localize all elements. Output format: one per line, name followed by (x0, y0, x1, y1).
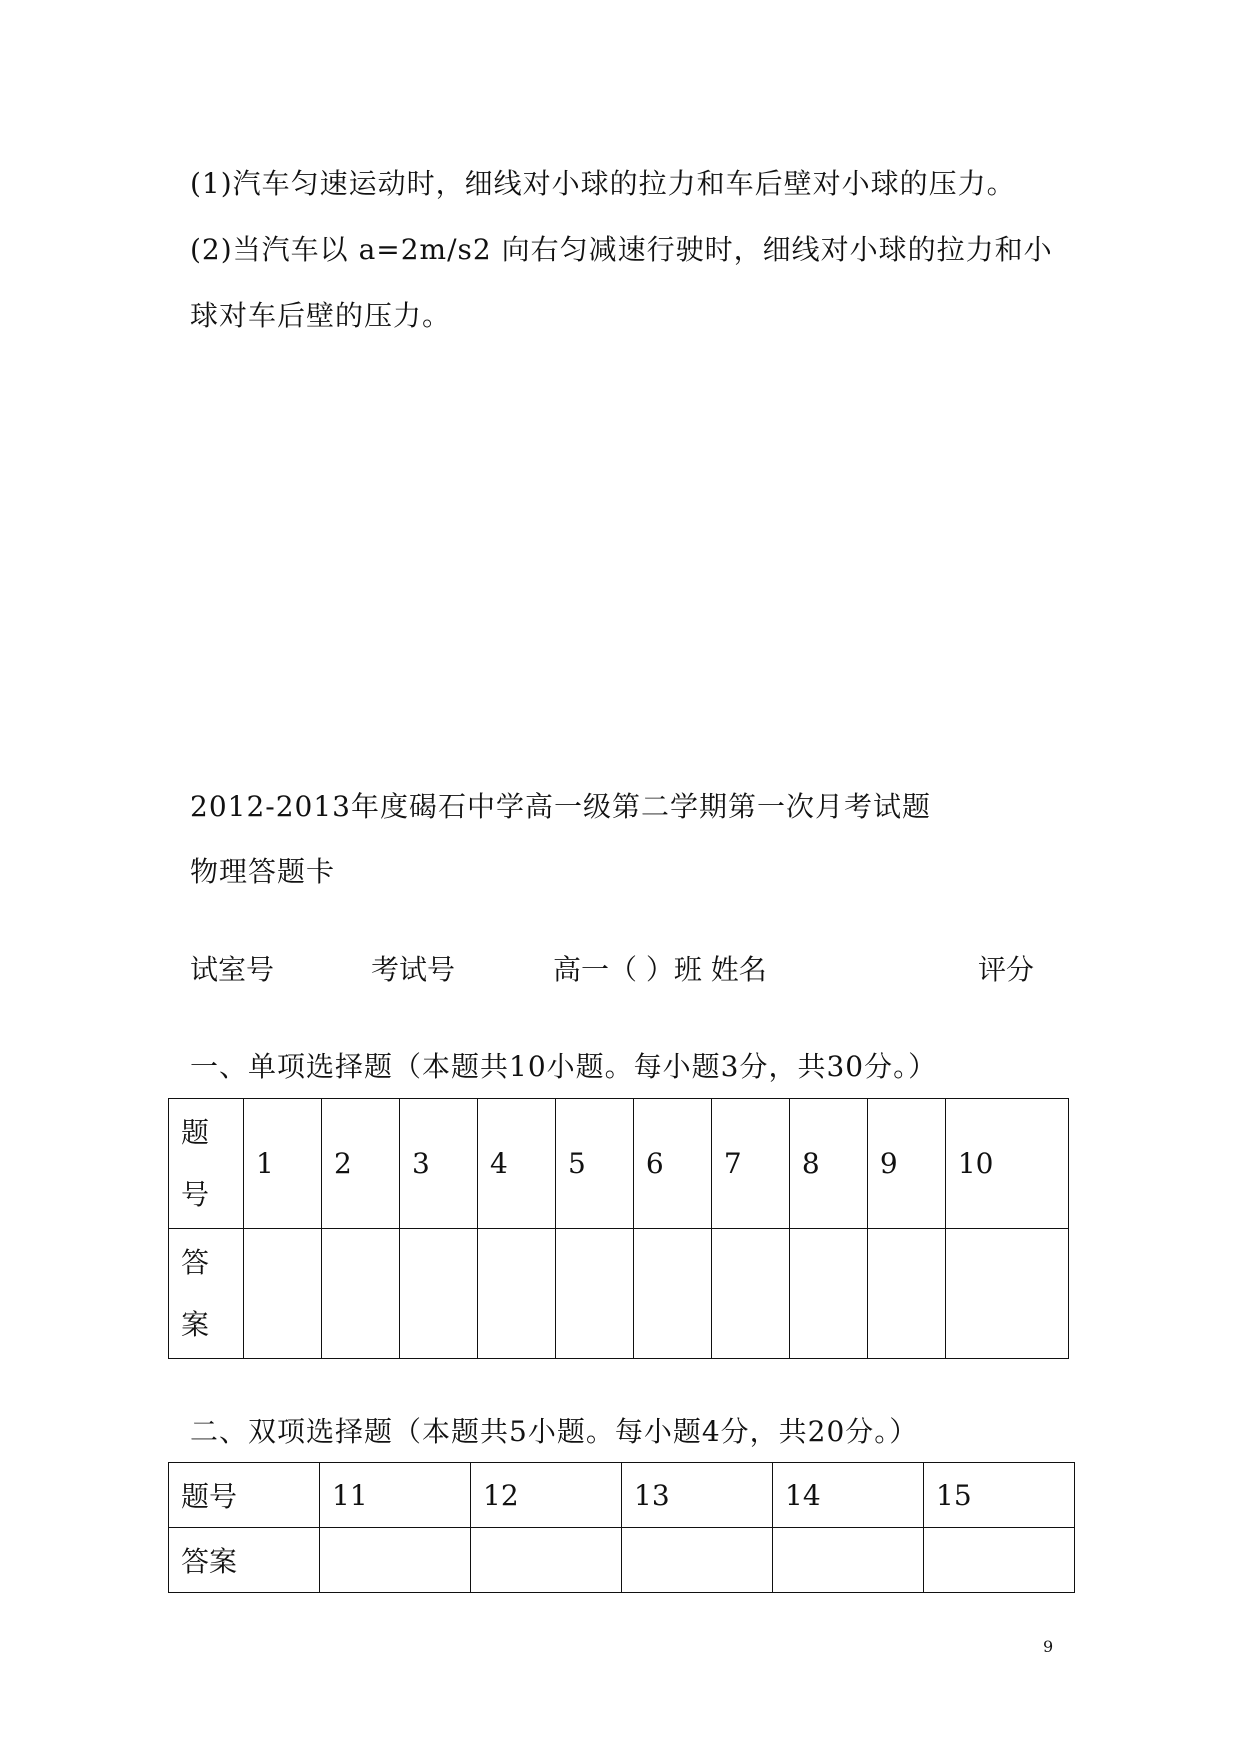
question-number-cell: 7 (711, 1099, 789, 1229)
answer-cell[interactable] (867, 1229, 945, 1359)
question-number-cell: 10 (945, 1099, 1068, 1229)
answer-cell[interactable] (320, 1528, 471, 1593)
answer-cell[interactable] (633, 1229, 711, 1359)
question-number-cell: 5 (555, 1099, 633, 1229)
answer-cell[interactable] (477, 1229, 555, 1359)
table-row (169, 1463, 1075, 1528)
answer-header (169, 1229, 244, 1359)
question-number-cell: 15 (924, 1463, 1075, 1528)
exam-number-label: 考试号 (371, 953, 456, 986)
answer-header: 答案 (169, 1528, 320, 1593)
header-char: 号 (181, 1177, 210, 1211)
answer-cell[interactable] (471, 1528, 622, 1593)
question-part-2-line-2: 球对车后壁的压力。 (190, 299, 452, 332)
answer-cell[interactable] (711, 1229, 789, 1359)
double-choice-answer-table (168, 1462, 1075, 1593)
answer-cell[interactable] (622, 1528, 773, 1593)
question-number-cell: 13 (622, 1463, 773, 1528)
header-char: 案 (181, 1307, 210, 1341)
question-number-cell: 9 (867, 1099, 945, 1229)
question-number-cell: 6 (633, 1099, 711, 1229)
question-number-cell: 2 (321, 1099, 399, 1229)
page-number: 9 (1043, 1637, 1054, 1656)
table-row (169, 1099, 1069, 1229)
question-number-cell: 11 (320, 1463, 471, 1528)
exam-room-label: 试室号 (190, 953, 275, 986)
answer-cell[interactable] (924, 1528, 1075, 1593)
table-row (169, 1528, 1075, 1593)
class-name-label: 高一（ ）班 姓名 (553, 953, 767, 986)
question-number-header: 题号 (169, 1463, 320, 1528)
answer-card-title: 2012-2013年度碣石中学高一级第二学期第一次月考试题 (190, 790, 931, 823)
table-row (169, 1229, 1069, 1359)
single-choice-answer-table (168, 1098, 1069, 1359)
question-number-cell: 3 (399, 1099, 477, 1229)
question-part-1: (1)汽车匀速运动时，细线对小球的拉力和车后壁对小球的压力。 (190, 167, 1016, 200)
answer-cell[interactable] (399, 1229, 477, 1359)
answer-cell[interactable] (321, 1229, 399, 1359)
question-number-cell: 4 (477, 1099, 555, 1229)
question-number-cell: 1 (244, 1099, 322, 1229)
answer-cell[interactable] (945, 1229, 1068, 1359)
question-number-cell: 12 (471, 1463, 622, 1528)
answer-cell[interactable] (789, 1229, 867, 1359)
header-char: 题 (181, 1115, 210, 1149)
answer-cell[interactable] (773, 1528, 924, 1593)
section-2-heading: 二、双项选择题（本题共5小题。每小题4分，共20分。） (190, 1415, 919, 1448)
answer-cell[interactable] (555, 1229, 633, 1359)
question-number-cell: 14 (773, 1463, 924, 1528)
question-number-header (169, 1099, 244, 1229)
question-part-2-line-1: (2)当汽车以 a=2m/s2 向右匀减速行驶时，细线对小球的拉力和小 (190, 233, 1053, 266)
section-1-heading: 一、单项选择题（本题共10小题。每小题3分，共30分。） (190, 1050, 938, 1083)
answer-card-subtitle: 物理答题卡 (190, 855, 336, 888)
answer-cell[interactable] (244, 1229, 322, 1359)
header-char: 答 (181, 1245, 210, 1279)
score-label: 评分 (978, 953, 1035, 986)
question-number-cell: 8 (789, 1099, 867, 1229)
